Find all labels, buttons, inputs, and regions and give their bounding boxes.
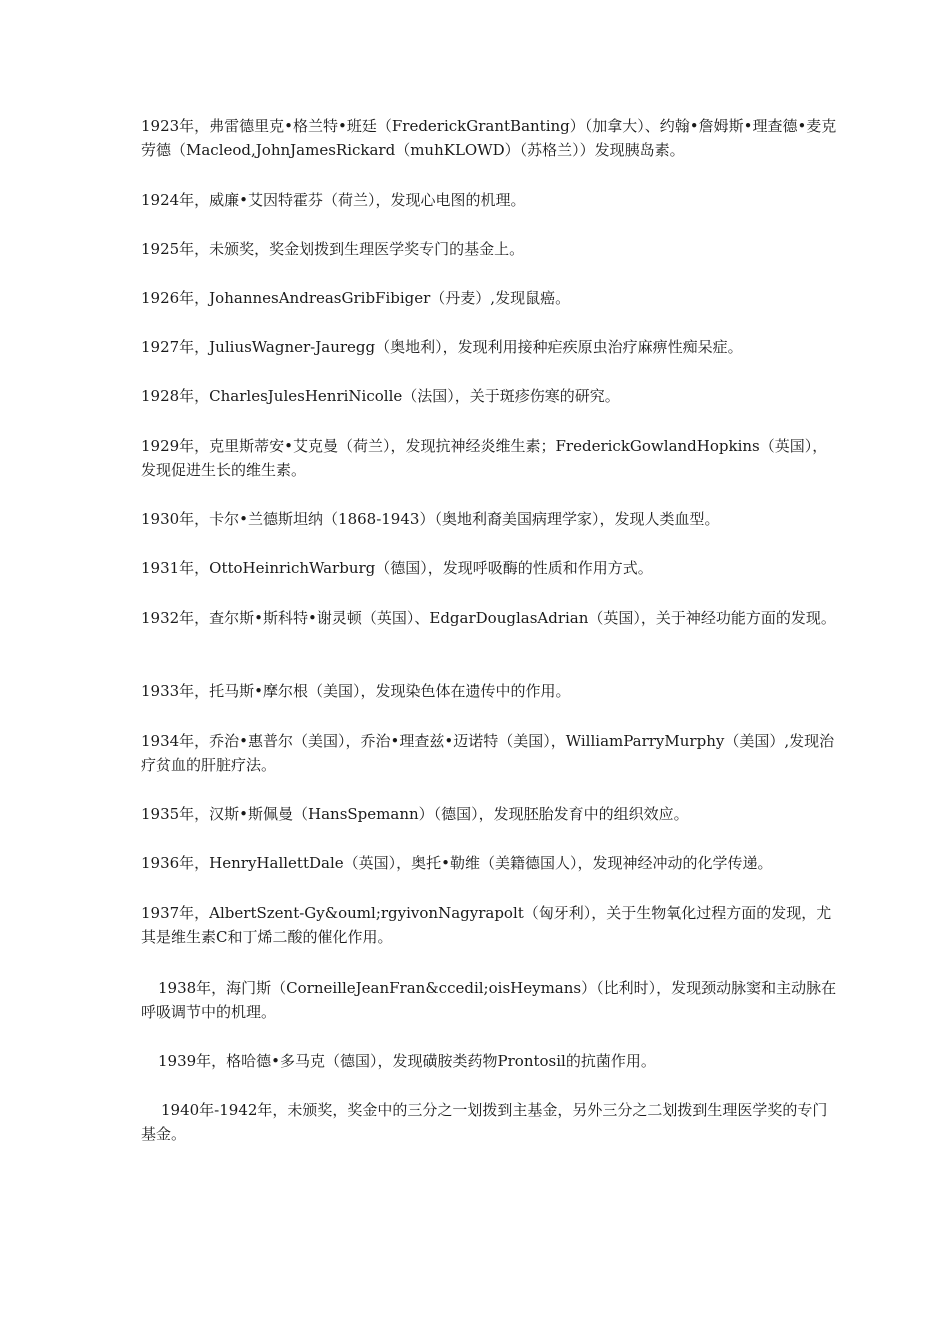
entry-1928: 1928年，CharlesJulesHenriNicolle（法国），关于斑疹伤寒的研究。 <box>141 387 620 405</box>
entry-1926: 1926年，JohannesAndreasGribFibiger（丹麦）,发现鼠癌。 <box>141 289 571 307</box>
entry-1927: 1927年，JuliusWagner-Jauregg（奥地利），发现利用接种疟疾原虫治疗麻痹性痴呆症。 <box>141 338 743 356</box>
entry-1923: 1923年，弗雷德里克•格兰特•班廷（FrederickGrantBanting）（加拿大）、约翰•詹姆斯•理查德•麦克劳德（Macleod,JohnJamesRickard（muhKLOWD）（苏格兰））发现胰岛素。 <box>141 117 837 159</box>
entry-1924: 1924年，威廉•艾因特霍芬（荷兰），发现心电图的机理。 <box>141 191 526 209</box>
entry-1931: 1931年，OttoHeinrichWarburg（德国），发现呼吸酶的性质和作用方式。 <box>141 559 653 577</box>
entry-1940-1942: 1940年-1942年，未颁奖，奖金中的三分之一划拨到主基金，另外三分之二划拨到生理医学奖的专门基金。 <box>141 1101 828 1143</box>
entry-1939: 1939年，格哈德•多马克（德国），发现磺胺类药物Prontosil的抗菌作用。 <box>158 1052 656 1070</box>
entry-1938: 1938年，海门斯（CorneilleJeanFran&ccedil;oisHeymans）（比利时），发现颈动脉窦和主动脉在呼吸调节中的机理。 <box>141 979 837 1021</box>
entry-1934: 1934年，乔治•惠普尔（美国），乔治•理查兹•迈诺特（美国），WilliamParryMurphy（美国）,发现治疗贫血的肝脏疗法。 <box>141 732 835 774</box>
entry-1925: 1925年，未颁奖，奖金划拨到生理医学奖专门的基金上。 <box>141 240 525 258</box>
entry-1933: 1933年，托马斯•摩尔根（美国），发现染色体在遗传中的作用。 <box>141 682 571 700</box>
entry-1929: 1929年，克里斯蒂安•艾克曼（荷兰），发现抗神经炎维生素；FrederickGowlandHopkins（英国），发现促进生长的维生素。 <box>141 437 828 479</box>
entry-1930: 1930年，卡尔•兰德斯坦纳（1868-1943）（奥地利裔美国病理学家），发现人类血型。 <box>141 510 720 528</box>
entry-1937: 1937年，AlbertSzent-Gy&ouml;rgyivonNagyrapolt（匈牙利），关于生物氧化过程方面的发现，尤其是维生素C和丁烯二酸的催化作用。 <box>141 904 832 946</box>
entry-1935: 1935年，汉斯•斯佩曼（HansSpemann）（德国），发现胚胎发育中的组织效应。 <box>141 805 689 823</box>
entry-1932: 1932年，查尔斯•斯科特•谢灵顿（英国）、EdgarDouglasAdrian（英国），关于神经功能方面的发现。 <box>141 609 836 627</box>
entry-1936: 1936年，HenryHallettDale（英国），奥托•勒维（美籍德国人），发现神经冲动的化学传递。 <box>141 854 773 872</box>
